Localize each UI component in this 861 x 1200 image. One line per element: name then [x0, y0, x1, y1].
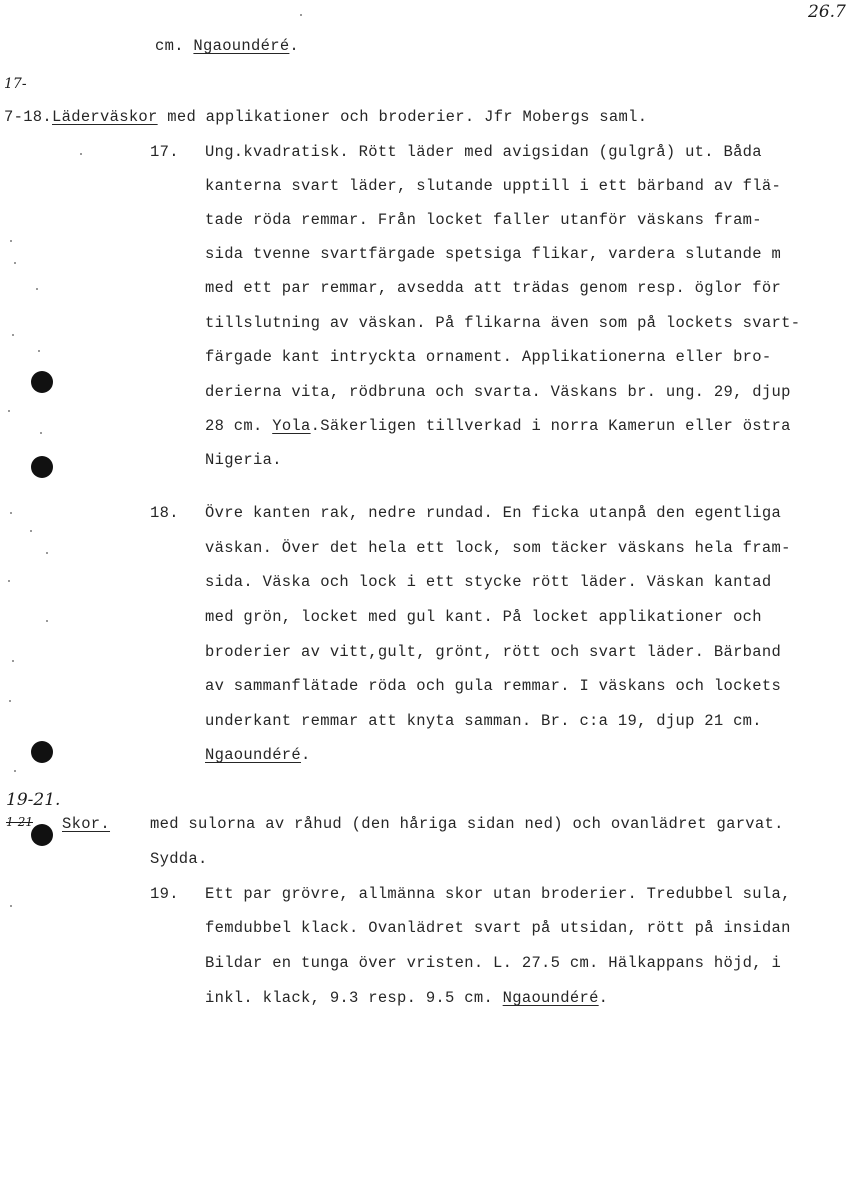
section-title: Läderväskor	[52, 108, 158, 126]
top-suffix: .	[289, 37, 300, 55]
scan-speck	[8, 410, 10, 412]
top-place: Ngaoundéré	[193, 37, 290, 55]
item-18-place: Ngaoundéré	[205, 746, 302, 764]
item-18-number: 18.	[150, 504, 179, 522]
item-17-text: 28 cm.	[205, 417, 273, 435]
section-heading-7-18	[4, 107, 647, 127]
item-17-line-6: tillslutning av väskan. På flikarna även som på lockets svart-	[205, 314, 801, 332]
section-number: 7-18.	[4, 108, 53, 126]
scan-speck	[46, 620, 48, 622]
item-19-place-suffix: .	[598, 989, 609, 1007]
item-17-line-8: derierna vita, rödbruna och svarta. Väskans br. ung. 29, djup	[205, 383, 791, 401]
item-18-line-5: broderier av vitt,gult, grönt, rött och svart läder. Bärband	[205, 643, 782, 661]
scan-speck	[9, 700, 11, 702]
scan-speck	[12, 660, 14, 662]
section-label-skor: Skor.	[62, 815, 111, 833]
item-17-line-7: färgade kant intryckta ornament. Applikationerna eller bro-	[205, 348, 772, 366]
item-17-place: Yola	[272, 417, 311, 435]
item-19-line-4	[205, 988, 608, 1008]
punch-hole-2	[31, 456, 53, 478]
item-19-number: 19.	[150, 885, 179, 903]
scan-speck	[10, 905, 12, 907]
item-18-line-4: med grön, locket med gul kant. På locket applikationer och	[205, 608, 762, 626]
item-18-line-1: Övre kanten rak, nedre rundad. En ficka utanpå den egentliga	[205, 504, 782, 522]
margin-note-17: 17-	[4, 76, 27, 92]
margin-note-crossed: 1-21	[6, 815, 33, 829]
item-17-line-10: Nigeria.	[205, 451, 282, 469]
section-rest: med applikationer och broderier. Jfr Mobergs saml.	[157, 108, 648, 126]
section-skor-text-2: Sydda.	[150, 850, 208, 868]
scan-speck	[30, 530, 32, 532]
punch-hole-1	[31, 371, 53, 393]
scan-speck	[36, 288, 38, 290]
scan-speck	[40, 432, 42, 434]
page-number: 26.7	[808, 2, 846, 22]
top-line	[155, 36, 299, 56]
scan-speck	[38, 350, 40, 352]
scan-speck	[14, 262, 16, 264]
item-17-line-3: tade röda remmar. Från locket faller utanför väskans fram-	[205, 211, 762, 229]
scan-speck	[14, 770, 16, 772]
scan-speck	[300, 14, 302, 16]
scan-speck	[80, 153, 82, 155]
item-17-number: 17.	[150, 143, 179, 161]
punch-hole-3	[31, 741, 53, 763]
margin-note-19-21: 19-21.	[6, 790, 61, 810]
section-skor-text-1: med sulorna av råhud (den håriga sidan ned) och ovanlädret garvat.	[150, 815, 784, 833]
scan-speck	[8, 580, 10, 582]
item-19-place: Ngaoundéré	[502, 989, 599, 1007]
item-17-text-rest: .Säkerligen tillverkad i norra Kamerun eller östra	[310, 417, 791, 435]
scan-speck	[46, 552, 48, 554]
item-19-line-2: femdubbel klack. Ovanlädret svart på utsidan, rött på insidan	[205, 919, 791, 937]
item-17-line-2: kanterna svart läder, slutande upptill i ett bärband av flä-	[205, 177, 782, 195]
scan-speck	[10, 240, 12, 242]
scan-speck	[10, 512, 12, 514]
item-18-line-6: av sammanflätade röda och gula remmar. I väskans och lockets	[205, 677, 782, 695]
item-18-line-8	[205, 745, 311, 765]
item-19-line-3: Bildar en tunga över vristen. L. 27.5 cm. Hälkappans höjd, i	[205, 954, 782, 972]
top-prefix: cm.	[155, 37, 194, 55]
punch-hole-4	[31, 824, 53, 846]
item-19-text: inkl. klack, 9.3 resp. 9.5 cm.	[205, 989, 503, 1007]
item-19-line-1: Ett par grövre, allmänna skor utan broderier. Tredubbel sula,	[205, 885, 791, 903]
item-18-line-7: underkant remmar att knyta samman. Br. c:a 19, djup 21 cm.	[205, 712, 762, 730]
item-18-line-2: väskan. Över det hela ett lock, som täcker väskans hela fram-	[205, 539, 791, 557]
item-17-line-4: sida tvenne svartfärgade spetsiga flikar, vardera slutande m	[205, 245, 782, 263]
scan-speck	[12, 334, 14, 336]
item-18-place-suffix: .	[301, 746, 311, 764]
item-17-line-5: med ett par remmar, avsedda att trädas genom resp. öglor för	[205, 279, 782, 297]
item-17-line-1: Ung.kvadratisk. Rött läder med avigsidan (gulgrå) ut. Båda	[205, 143, 762, 161]
item-18-line-3: sida. Väska och lock i ett stycke rött läder. Väskan kantad	[205, 573, 772, 591]
item-17-line-9	[205, 416, 791, 436]
